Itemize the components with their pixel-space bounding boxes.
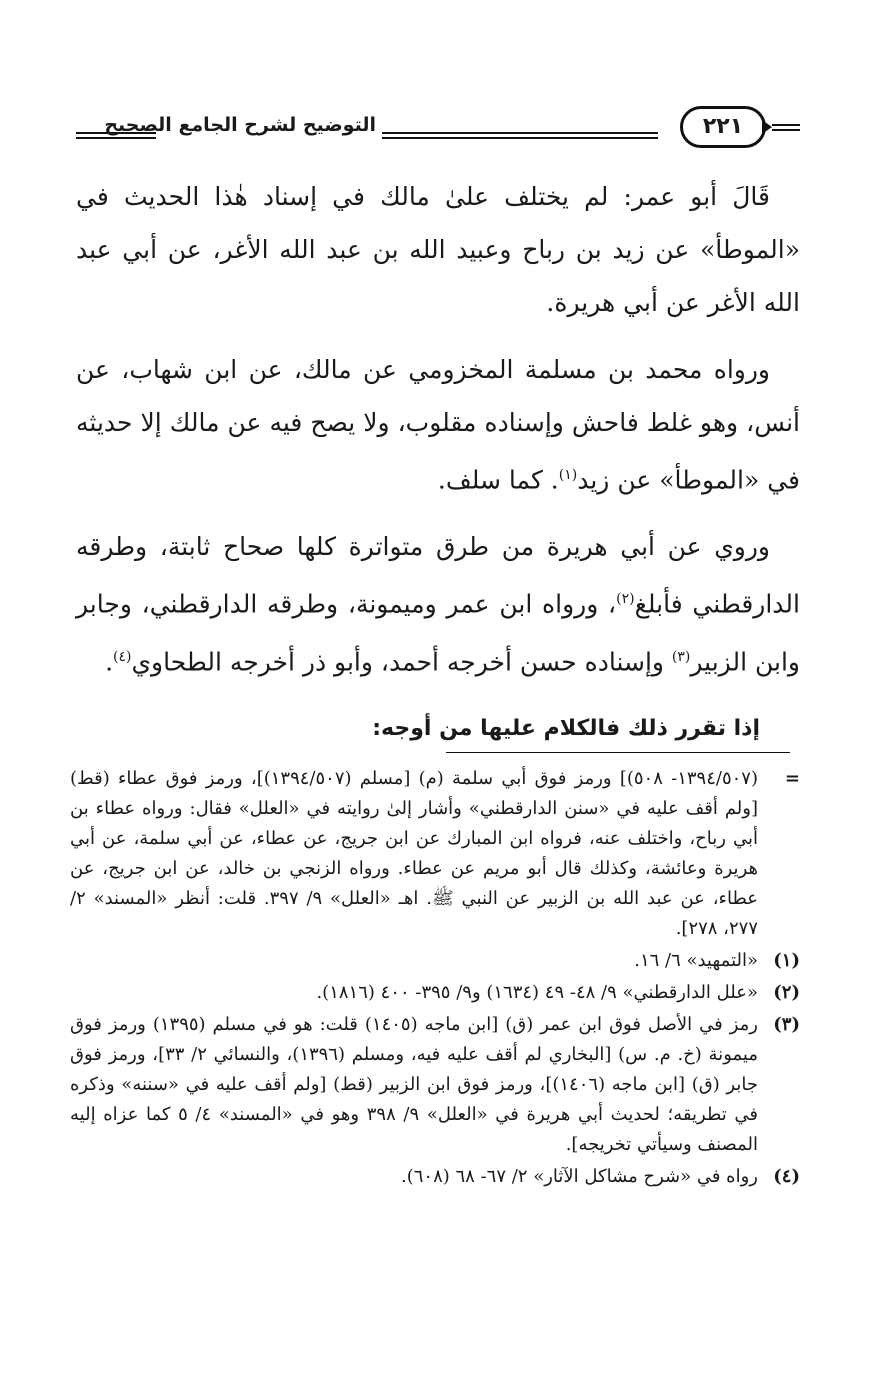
footnote-mark: (٢) (773, 982, 800, 1003)
running-header (76, 102, 800, 154)
footnote-ref: (١) (558, 467, 578, 483)
main-text (76, 170, 800, 769)
paragraph-text: ، ورواه ابن عمر وميمونة، وطرقه الدارقطني، وجابر وابن الزبير (76, 589, 800, 676)
footnote (70, 1010, 800, 1160)
footnote-text: رواه في «شرح مشاكل الآثار» ٢/ ٦٧- ٦٨ (٦٠٨). (400, 1166, 758, 1187)
footnote-ref: (٤) (113, 648, 132, 665)
footnote-ref: (٣) (671, 648, 691, 665)
footnote-text: «التمهيد» ٦/ ١٦. (634, 950, 758, 971)
footnote (70, 978, 800, 1008)
footnote-text: (١٣٩٤/٥٠٧- ٥٠٨)] ورمز فوق أبي سلمة (م) [مسلم (١٣٩٤/٥٠٧)]، ورمز فوق عطاء (قط) [ولم أقف عليه في «سنن الدارقطني» وأشار إلىٰ روايته في «العلل» فقال: ورواه عطاء بن أبي رباح، واختلف عنه، فرواه ابن المبارك عن ابن جريج، عن عطاء، عن أبي سلمة، عن أبي هريرة وعائشة، وكذلك قال أبو مريم عن عطاء. ورواه الزنجي بن خالد، عن ابن جريج، عن عطاء، عن عبد الله بن الزبير عن النبي ﷺ. اهـ «العلل» ٩/ ٣٩٧. قلت: أنظر «المسند» ٢/ ٢٧٧، ٢٧٨]. (70, 768, 758, 939)
paragraph (76, 520, 800, 688)
footnote-mark: (٣) (773, 1014, 800, 1035)
book-title: التوضيح لشرح الجامع الصحيح (104, 114, 376, 136)
footnote-mark: (١) (773, 950, 800, 971)
footnote-text: «علل الدارقطني» ٩/ ٤٨- ٤٩ (١٦٣٤) و٩/ ٣٩٥- ٤٠٠ (١٨١٦). (316, 982, 758, 1003)
paragraph-text: . (105, 646, 114, 676)
footnote (70, 764, 800, 944)
footnote-separator (446, 752, 790, 753)
paragraph-text: . كما سلف. (437, 465, 559, 495)
paragraph (76, 343, 800, 506)
paragraph-text: ورواه محمد بن مسلمة المخزومي عن مالك، عن ابن شهاب، عن أنس، وهو غلط فاحش وإسناده مقلوب، ولا يصح فيه عن مالك إلا حديثه في «الموطأ» عن زيد (76, 355, 800, 495)
footnote (70, 1162, 800, 1192)
footnote-ref: (٢) (616, 591, 635, 608)
paragraph: قَالَ أبو عمر: لم يختلف علىٰ مالك في إسناد هٰذا الحديث في «الموطأ» عن زيد بن رباح وعبيد الله بن عبد الله الأغر، عن أبي عبد الله الأغر عن أبي هريرة. (76, 182, 801, 317)
footnote-mark: = (784, 768, 800, 789)
footnote (70, 946, 800, 976)
page-number-ornament (762, 120, 772, 134)
paragraph-text: وإسناده حسن أخرجه أحمد، وأبو ذر أخرجه الطحاوي (131, 646, 672, 676)
footnote-text: رمز في الأصل فوق ابن عمر (ق) [ابن ماجه (١٤٠٥) قلت: هو في مسلم (١٣٩٥) ورمز فوق ميمونة (خ. م. س) [البخاري لم أقف عليه فيه، ومسلم (١٣٩٦)، والنسائي ٢/ ٣٣]، ورمز فوق جابر (ق) [ابن ماجه (١٤٠٦)]، ورمز فوق ابن الزبير (قط) [ولم أقف عليه في «سننه» وذكره في تطريقه؛ لحديث أبي هريرة في «العلل» ٩/ ٣٩٨ وهو في «المسند» ٤/ ٥ كما عزاه إليه المصنف وسيأتي تخريجه]. (70, 1014, 759, 1155)
footnotes (70, 764, 800, 1194)
header-rule-right (772, 124, 800, 131)
footnote-mark: (٤) (773, 1166, 800, 1187)
header-rule-middle (382, 132, 658, 139)
page-number: ٢٢١ (680, 106, 766, 148)
paragraph-text: وروي عن أبي هريرة من طرق متواترة كلها صحاح ثابتة، وطرقه الدارقطني فأبلغ (76, 532, 800, 619)
section-heading: إذا تقرر ذلك فالكلام عليها من أوجه: (372, 715, 760, 741)
